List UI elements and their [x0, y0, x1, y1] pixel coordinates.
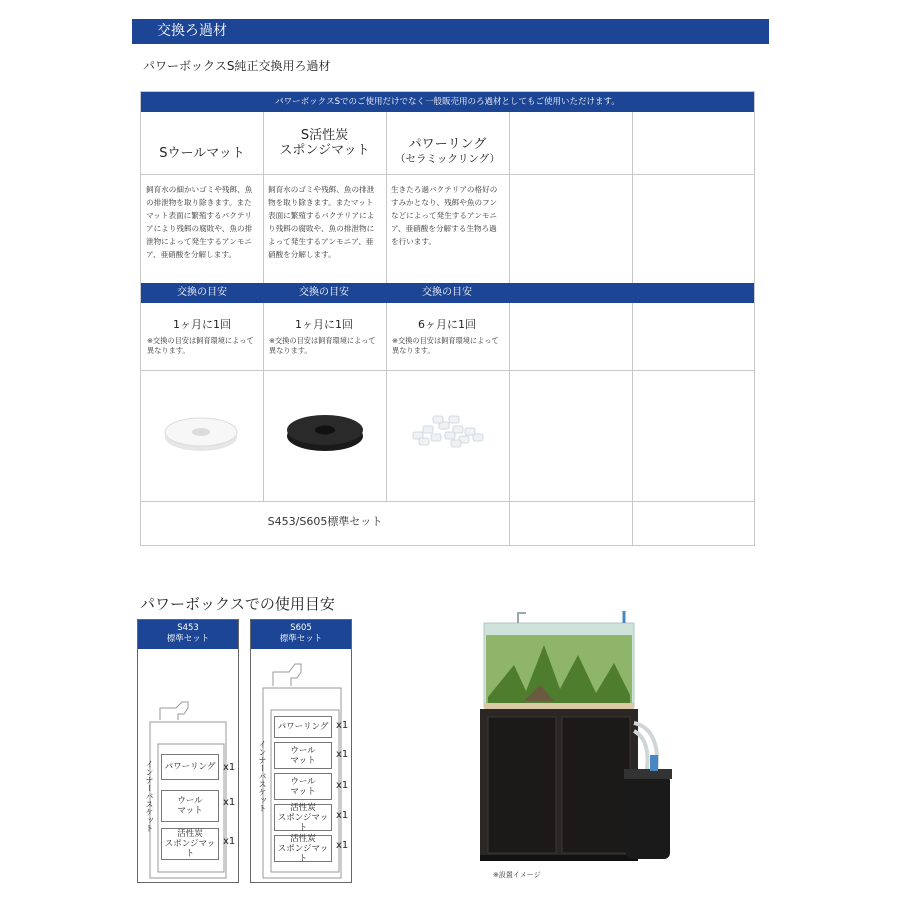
interval-label: 交換の目安 [422, 287, 472, 298]
s453-basket-label: インナーバスケット [145, 760, 154, 832]
column-divider [386, 112, 387, 501]
s453-header: S453 標準セット [138, 620, 238, 649]
product-name-line: Sウールマット [159, 146, 245, 161]
carbon-sponge-image [283, 404, 367, 456]
subtitle: パワーボックスS純正交換用ろ過材 [143, 59, 331, 73]
product-name-line: スポンジマット [279, 143, 370, 158]
s605-qty: x1 [336, 840, 349, 851]
s605-filter-item: 活性炭 スポンジマット [274, 804, 332, 831]
column-divider [263, 112, 264, 501]
row-divider [141, 174, 754, 175]
interval-header-row-empty [509, 283, 754, 303]
product-name-sub: （セラミックリング） [395, 153, 500, 165]
section-title-bar [132, 19, 769, 44]
s605-filter-item: パワーリング [274, 716, 332, 738]
s605-qty: x1 [336, 749, 349, 760]
s605-qty: x1 [336, 720, 349, 731]
s453-filter-item: ウール マット [161, 790, 219, 822]
power-ring-image [403, 406, 493, 456]
row-divider [141, 370, 754, 371]
wool-mat-image [161, 407, 241, 457]
s453-qty: x1 [223, 762, 236, 773]
product-description-power-ring: 生きたろ過バクテリアの格好の すみかとなり、残餌や魚のフン などによって発生するアンモニ ア、亜硝酸を分解する生物ろ過 を行います。 [391, 185, 498, 246]
s605-filter-item: 活性炭 スポンジマット [274, 835, 332, 862]
s453-filter-item: パワーリング [161, 754, 219, 780]
usage-title: パワーボックスでの使用目安 [140, 595, 335, 613]
s605-basket-label: インナーバスケット [258, 740, 267, 812]
aquarium-setup-image [474, 605, 674, 867]
photo-caption: ※設置イメージ [493, 871, 541, 879]
interval-value: 1ヶ月に1回 [295, 318, 353, 331]
interval-label: 交換の目安 [177, 287, 227, 298]
product-name-carbon-sponge [263, 128, 386, 158]
column-divider [632, 112, 633, 545]
product-name-line: S活性炭 [300, 128, 349, 143]
product-name-line: パワーリング [408, 137, 487, 152]
interval-label: 交換の目安 [299, 287, 349, 298]
product-description-carbon-sponge: 飼育水のゴミや残餌、魚の排泄 物を取り除きます。またマット 表面に繁殖するバクテリアによ り残餌の腐敗や、魚の排泄物に よって発生するアンモニア、亜 硝酸を分解します。 [268, 185, 375, 259]
s605-qty: x1 [336, 810, 349, 821]
s453-qty: x1 [223, 836, 236, 847]
interval-note: ※交換の目安は飼育環境によって 異なります。 [392, 336, 499, 355]
s453-qty: x1 [223, 797, 236, 808]
s605-qty: x1 [336, 780, 349, 791]
interval-value: 6ヶ月に1回 [418, 318, 476, 331]
filter-media-table [140, 91, 755, 546]
row-divider [141, 501, 754, 502]
section-title: 交換ろ過材 [157, 23, 227, 39]
s605-header: S605 標準セット [251, 620, 351, 649]
s605-filter-item: ウール マット [274, 742, 332, 769]
standard-set-label: S453/S605標準セット [267, 515, 383, 528]
interval-note: ※交換の目安は飼育環境によって 異なります。 [147, 336, 254, 355]
s605-filter-item: ウール マット [274, 773, 332, 800]
product-name-power-ring [386, 137, 509, 167]
product-name-wool-mat [141, 146, 263, 161]
product-description-wool-mat: 飼育水の細かいゴミや残餌、魚 の排泄物を取り除きます。また マット表面に繁殖するバクテリ アにより残餌の腐敗や、魚の排 泄物によって発生するアンモニ ア、亜硝酸を分解します。 [146, 185, 253, 259]
interval-value: 1ヶ月に1回 [173, 318, 231, 331]
table-banner: パワーボックスSでのご使用だけでなく一般販売用のろ過材としてもご使用いただけます。 [141, 92, 754, 112]
column-divider [509, 112, 510, 545]
interval-note: ※交換の目安は飼育環境によって 異なります。 [269, 336, 376, 355]
s453-filter-item: 活性炭 スポンジマット [161, 828, 219, 860]
